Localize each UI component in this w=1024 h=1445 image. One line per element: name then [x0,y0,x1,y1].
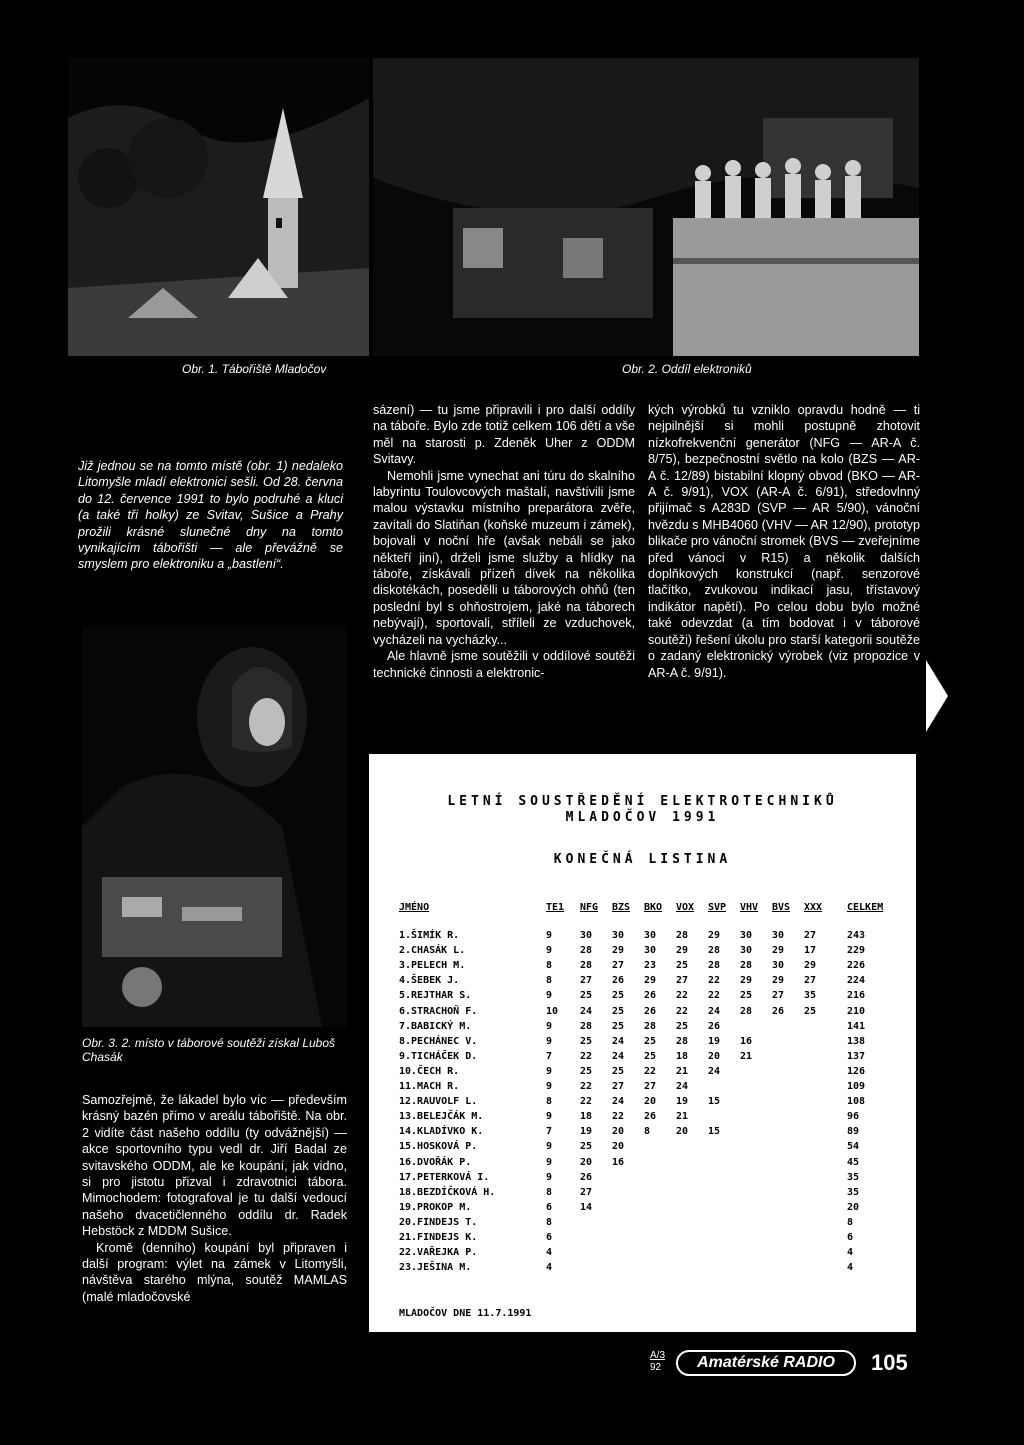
score-cell: 229 [847,945,866,957]
score-cell: 30 [612,930,625,941]
results-table [369,754,916,1332]
article-paragraph: Samozřejmě, že lákadel bylo víc — především krásný bazén přímo v areálu tábořiště. Na obr. 2 vidíte část našeho oddílu (ty odvážnější) — akce sportovního typu vedl dr. Jiří Badal ze svitavského ODDM, ale ke koupání, jak vidno, si pro jistotu přizval i zdravotnici tábora. Mimochodem: fotografoval je tu další vedoucí našeho dvacetičlenného oddílu dr. Radek Hebstöck z MDDM Sušice. [82,1093,347,1239]
score-cell: 26 [708,1020,721,1032]
score-cell: 30 [580,930,593,941]
score-cell: 16 [740,1035,753,1047]
results-header-cell: BZS [612,902,631,913]
score-cell: 25 [612,990,625,1002]
table-row [369,1006,916,1019]
score-cell: 25 [644,1050,657,1062]
score-cell: 35 [847,1186,860,1198]
article-paragraph: sázení) — tu jsme připravili i pro další oddíly na táboře. Bylo zde totiž celkem 106 dětí a vše měl na starosti p. Zdeněk Uher z ODDM Svitavy. [373,403,635,467]
score-cell: 24 [580,1005,593,1017]
score-cell: 126 [847,1065,866,1077]
caption-fig3: Obr. 3. 2. místo v táborové soutěži získal Luboš Chasák [82,1036,336,1064]
score-cell: 25 [580,1065,593,1077]
score-cell: 22 [580,1081,593,1092]
table-row [369,1066,916,1079]
score-cell: 15 [708,1126,721,1138]
score-cell: 35 [804,990,817,1002]
score-cell: 9 [546,990,553,1002]
article-paragraph: Nemohli jsme vynechat ani túru do skalního labyrintu Toulovcových maštalí, navštívili jsme malou výstavku místního preparátora zvěře, zavítali do Slatiňan (koňské muzeum i zámek), bojovali v noční hře (avšak nebáli se jako někteří jiní), drželi jsme služby a hlídky na táboře, získávali přízeň dívek na několika diskotékách, posedělli u táborových ohňů (ten poslední byl s ohňostrojem, jaké na táborech nebývají), sportovali, stříleli ze vzduchovek, vycházeli na vycházky... [373,468,635,647]
score-cell: 22 [708,975,721,987]
score-cell: 28 [580,945,593,957]
issue-top: A/3 [650,1350,666,1361]
score-cell: 9 [546,945,553,957]
photo-campsite [68,58,369,356]
caption-fig1: Obr. 1. Tábořiště Mladočov [182,362,327,376]
score-cell: 17 [804,945,817,957]
score-cell: 28 [740,1005,753,1017]
score-cell: 10 [546,1005,559,1017]
table-row [369,960,916,973]
score-cell: 6 [546,1201,553,1213]
score-cell: 28 [644,1020,657,1032]
competitor-name: 17.PETERKOVÁ I. [399,1171,490,1183]
competitor-name: 5.REJTHAR S. [399,990,472,1002]
score-cell: 4 [847,1262,854,1274]
table-row [369,1126,916,1139]
score-cell: 24 [676,1081,689,1092]
score-cell: 6 [847,1232,854,1243]
score-cell: 25 [804,1005,817,1017]
score-cell: 27 [612,1081,625,1092]
score-cell: 24 [612,1096,625,1108]
competitor-name: 19.PROKOP M. [399,1201,472,1213]
score-cell: 226 [847,960,866,972]
score-cell: 8 [546,1096,553,1108]
photo-team [373,58,919,356]
score-cell: 24 [612,1035,625,1047]
score-cell: 22 [676,1005,689,1017]
table-row [369,1096,916,1109]
score-cell: 9 [546,1081,553,1092]
score-cell: 21 [676,1111,689,1123]
score-cell: 30 [740,930,753,941]
score-cell: 29 [708,930,721,941]
score-cell: 27 [580,1186,593,1198]
score-cell: 20 [676,1126,689,1138]
results-header-cell: VHV [740,902,759,913]
table-row [369,1141,916,1154]
score-cell: 24 [708,1005,721,1017]
results-header-cell: XXX [804,902,823,913]
score-cell: 25 [740,990,753,1002]
score-cell: 8 [546,975,553,987]
table-row [369,1202,916,1215]
photo-boy-soldering [82,627,347,1027]
score-cell: 8 [644,1126,651,1138]
results-header-cell: BKO [644,902,663,913]
results-header-cell: BVS [772,902,791,913]
score-cell: 27 [612,960,625,972]
score-cell: 25 [580,990,593,1002]
score-cell: 28 [580,1020,593,1032]
score-cell: 22 [580,1096,593,1108]
competitor-name: 14.KLADÍVKO K. [399,1126,484,1138]
score-cell: 30 [644,945,657,957]
score-cell: 54 [847,1141,860,1153]
score-cell: 224 [847,975,866,987]
competitor-name: 20.FINDEJS T. [399,1216,478,1228]
score-cell: 243 [847,930,866,941]
score-cell: 28 [580,960,593,972]
continue-arrow-icon [926,660,948,732]
article-paragraph: Kromě (denního) koupání byl připraven i další program: výlet na zámek v Litomyšli, návštěva starého mlýna, soutěž MAMLAS (malé mladočovské [82,1240,347,1304]
score-cell: 210 [847,1005,866,1017]
score-cell: 8 [546,1186,553,1198]
competitor-name: 15.HOSKOVÁ P. [399,1141,478,1153]
score-cell: 14 [580,1201,593,1213]
results-header-row [369,902,916,916]
score-cell: 8 [546,1216,553,1228]
score-cell: 25 [612,1020,625,1032]
score-cell: 9 [546,1035,553,1047]
score-cell: 18 [676,1050,689,1062]
score-cell: 20 [612,1126,625,1138]
score-cell: 4 [847,1247,854,1259]
table-row [369,1081,916,1094]
results-subtitle: KONEČNÁ LISTINA [553,852,732,867]
table-row [369,1111,916,1124]
article-intro: Již jednou se na tomto místě (obr. 1) nedaleko Litomyšle mladí elektronici sešli. Od 28. června do 12. července 1991 to bylo podruhé a kluci (a také tři holky) ze Svitav, Sušice a Prahy prožili krásné slunečné dny na tomto vynikajícím tábořišti — ale převážně se smyslem pro elektroniku a „bastlení“. [78,459,343,572]
results-header-cell: VOX [676,902,695,913]
competitor-name: 9.TICHÁČEK D. [399,1050,478,1062]
score-cell: 7 [546,1126,553,1138]
score-cell: 28 [708,960,721,972]
results-header-cell: SVP [708,902,727,913]
score-cell: 28 [740,960,753,972]
score-cell: 7 [546,1050,553,1062]
score-cell: 22 [676,990,689,1002]
score-cell: 25 [580,1141,593,1153]
competitor-name: 12.RAUVOLF L. [399,1096,478,1108]
score-cell: 9 [546,1141,553,1153]
score-cell: 19 [580,1126,593,1138]
score-cell: 9 [546,930,553,941]
score-cell: 23 [644,960,657,972]
score-cell: 27 [580,975,593,987]
table-row [369,1051,916,1064]
table-row [369,930,916,943]
score-cell: 138 [847,1035,866,1047]
score-cell: 24 [708,1065,721,1077]
score-cell: 4 [546,1262,553,1274]
score-cell: 9 [546,1156,553,1168]
score-cell: 141 [847,1020,866,1032]
competitor-name: 1.ŠIMÍK R. [399,930,460,941]
score-cell: 30 [772,930,785,941]
caption-fig2: Obr. 2. Oddíl elektroniků [622,362,752,376]
score-cell: 20 [644,1096,657,1108]
score-cell: 26 [580,1171,593,1183]
table-row [369,1217,916,1230]
score-cell: 29 [612,945,625,957]
results-footer: MLADOČOV DNE 11.7.1991 [399,1308,532,1319]
score-cell: 22 [708,990,721,1002]
score-cell: 25 [612,1065,625,1077]
score-cell: 25 [676,960,689,972]
competitor-name: 13.BELEJČÁK M. [399,1111,484,1123]
table-row [369,1036,916,1049]
score-cell: 216 [847,990,866,1002]
table-row [369,945,916,958]
competitor-name: 10.ČECH R. [399,1065,460,1077]
competitor-name: 6.STRACHOŇ F. [399,1005,478,1017]
page-number: 105 [871,1350,908,1375]
score-cell: 109 [847,1081,866,1092]
score-cell: 6 [546,1232,553,1243]
score-cell: 28 [676,930,689,941]
table-row [369,990,916,1003]
article-col3: kých výrobků tu vzniklo opravdu hodně — ti nejpilnější si mohli postupně zhotovit nízkofrekvenční generátor (NFG — AR-A č. 8/75), bezpečnostní světlo na kolo (BZS — AR-A č. 12/89) bistabilní klopný obvod (BKO — AR-A č. 9/91), VOX (AR-A č. 6/91), středovlnný přijímač s A283D (SVP — AR 5/90), vánoční hvězdu s MHB4060 (VHV — AR 12/90), prototyp blikače pro vánoční stromek (BVS — zveřejníme před vánoci v R15) a několik dalších doplňkových konstrukcí (např. senzorové tlačítko, zvukovou indikací jasu, třístavový indikátor napětí). Po celou dobu bylo možné také odevzdat (a tím bodovat i v táborové soutěži) řešení úkolu pro starší kategorii soutěže o zadaný elektronický výrobek (viz propozice v AR-A č. 9/91). [648,403,920,680]
results-title-2: MLADOČOV 1991 [565,810,720,825]
score-cell: 9 [546,1020,553,1032]
score-cell: 22 [580,1050,593,1062]
issue-label [650,1350,665,1374]
results-header-cell: TE1 [546,902,565,913]
score-cell: 30 [740,945,753,957]
score-cell: 25 [580,1035,593,1047]
score-cell: 96 [847,1111,860,1123]
competitor-name: 2.CHASÁK L. [399,945,466,957]
table-row [369,1187,916,1200]
results-header-cell: CELKEM [847,902,884,913]
score-cell: 24 [612,1050,625,1062]
competitor-name: 3.PELECH M. [399,960,466,972]
score-cell: 9 [546,1065,553,1077]
score-cell: 29 [644,975,657,987]
score-cell: 137 [847,1050,866,1062]
results-title-1: LETNÍ SOUSTŘEDĚNÍ ELEKTROTECHNIKŮ [447,794,838,809]
score-cell: 21 [676,1065,689,1077]
score-cell: 26 [612,975,625,987]
article-paragraph: Ale hlavně jsme soutěžili v oddílové soutěži technické činnosti a elektronic- [373,649,635,680]
score-cell: 30 [644,930,657,941]
score-cell: 16 [612,1156,625,1168]
score-cell: 20 [847,1201,860,1213]
article-col1-body [82,1092,347,1305]
score-cell: 25 [612,1005,625,1017]
score-cell: 27 [772,990,785,1002]
score-cell: 26 [644,1005,657,1017]
score-cell: 21 [740,1050,753,1062]
score-cell: 27 [676,975,689,987]
issue-bottom: 92 [650,1362,662,1373]
score-cell: 4 [546,1247,553,1259]
score-cell: 28 [708,945,721,957]
table-row [369,1021,916,1034]
competitor-name: 4.ŠEBEK J. [399,975,460,987]
score-cell: 8 [847,1216,854,1228]
competitor-name: 7.BABICKÝ M. [399,1020,472,1032]
score-cell: 29 [740,975,753,987]
score-cell: 29 [804,960,817,972]
score-cell: 35 [847,1171,860,1183]
score-cell: 30 [772,960,785,972]
score-cell: 26 [644,990,657,1002]
score-cell: 26 [772,1005,785,1017]
table-row [369,1172,916,1185]
score-cell: 29 [676,945,689,957]
score-cell: 15 [708,1096,721,1108]
table-row [369,1262,916,1275]
score-cell: 45 [847,1156,860,1168]
score-cell: 28 [676,1035,689,1047]
competitor-name: 21.FINDEJS K. [399,1232,478,1243]
results-header-cell: NFG [580,902,599,913]
table-row [369,1247,916,1260]
score-cell: 25 [644,1035,657,1047]
score-cell: 26 [644,1111,657,1123]
score-cell: 9 [546,1171,553,1183]
score-cell: 20 [580,1156,593,1168]
competitor-name: 18.BEZDÍČKOVÁ H. [399,1186,496,1198]
score-cell: 29 [772,945,785,957]
score-cell: 29 [772,975,785,987]
table-row [369,975,916,988]
score-cell: 18 [580,1111,593,1123]
score-cell: 27 [644,1081,657,1092]
score-cell: 108 [847,1096,866,1108]
competitor-name: 22.VAŘEJKA P. [399,1247,478,1259]
score-cell: 8 [546,960,553,972]
magazine-logo: Amatérské RADIO [676,1350,856,1376]
score-cell: 20 [708,1050,721,1062]
score-cell: 27 [804,975,817,987]
table-row [369,1232,916,1245]
table-row [369,1157,916,1170]
score-cell: 9 [546,1111,553,1123]
score-cell: 25 [676,1020,689,1032]
competitor-name: 8.PECHÁNEC V. [399,1035,478,1047]
competitor-name: 16.DVOŘÁK P. [399,1156,472,1168]
score-cell: 22 [644,1065,657,1077]
score-cell: 89 [847,1126,860,1138]
competitor-name: 11.MACH R. [399,1081,460,1092]
score-cell: 20 [612,1141,625,1153]
score-cell: 22 [612,1111,625,1123]
score-cell: 27 [804,930,817,941]
article-col2 [373,402,635,681]
results-header-cell: JMÉNO [399,902,430,913]
score-cell: 19 [676,1096,689,1108]
competitor-name: 23.JEŠINA M. [399,1262,472,1274]
score-cell: 19 [708,1035,721,1047]
